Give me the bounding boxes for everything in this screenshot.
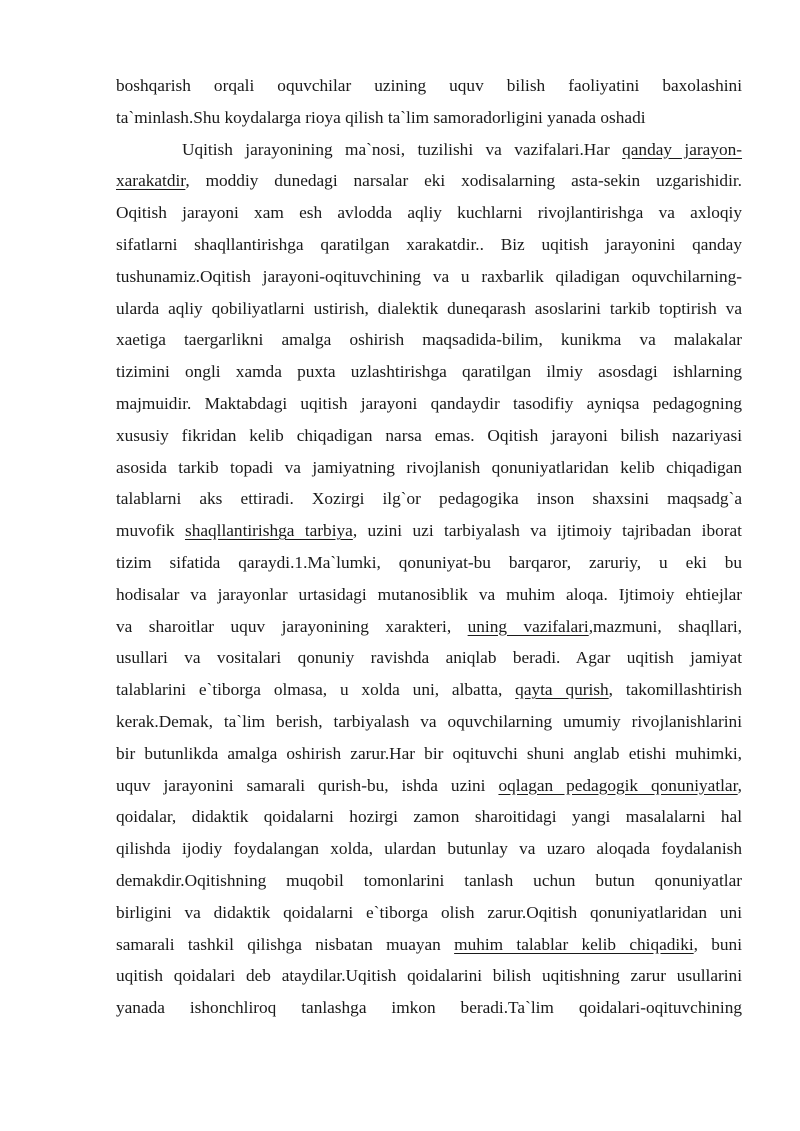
underlined-link[interactable]: muhim talablar kelib chiqadiki	[454, 934, 694, 954]
text-line	[116, 738, 742, 770]
text-line	[116, 992, 742, 1024]
text-line	[116, 547, 742, 579]
text-line	[116, 611, 742, 643]
line-text: qilishda ijodiy foydalangan xolda, ulardan butunlay va uzaro aloqada foydalanish	[116, 839, 742, 859]
line-text: talablarini e`tiborga olmasa, u xolda uni, albatta,	[116, 680, 516, 700]
line-text: , moddiy dunedagi narsalar eki xodisalarning asta-sekin uzgarishidir.	[185, 171, 742, 191]
text-line	[116, 642, 742, 674]
text-line	[116, 483, 742, 515]
underlined-link[interactable]: xarakatdir	[116, 171, 186, 191]
text-line	[116, 197, 742, 229]
text-line	[116, 420, 742, 452]
line-text: va sharoitlar uquv jarayonining xarakteri,	[116, 616, 468, 636]
text-line	[116, 833, 742, 865]
underlined-link[interactable]: qayta qurish	[515, 680, 609, 700]
line-text: ta`minlash.Shu koydalarga rioya qilish ta`lim samoradorligini yanada oshadi	[116, 107, 646, 127]
line-text: demakdir.Oqitishning muqobil tomonlarini tanlash uchun butun qonuniyatlar	[116, 870, 742, 890]
text-line	[116, 960, 742, 992]
line-text: , buni	[693, 934, 742, 954]
line-text: ,mazmuni, shaqllari,	[588, 616, 742, 636]
text-line	[116, 356, 742, 388]
line-text: sifatlarni shaqllantirishga qaratilgan xarakatdir.. Biz uqitish jarayonini qanday	[116, 234, 742, 254]
line-text: yanada ishonchliroq tanlashga imkon beradi.Ta`lim qoidalari-oqituvchining	[116, 998, 742, 1018]
underlined-link[interactable]: qanday jarayon-	[622, 139, 743, 159]
line-text: Oqitish jarayoni xam esh avlodda aqliy kuchlarni rivojlantirishga va axloqiy	[116, 203, 742, 223]
line-text: boshqarish orqali oquvchilar uzining uquv bilish faoliyatini baxolashini	[116, 76, 742, 95]
text-line	[116, 229, 742, 261]
text-line	[116, 70, 742, 102]
line-text: , uzini uzi tarbiyalash va ijtimoiy tajribadan iborat	[352, 521, 742, 541]
text-line	[116, 929, 742, 961]
line-text: samarali tashkil qilishga nisbatan muayan	[116, 934, 455, 954]
line-text: tizim sifatida qaraydi.1.Ma`lumki, qonuniyat-bu barqaror, zaruriy, u eki bu	[116, 552, 742, 572]
line-text: muvofik	[116, 521, 185, 541]
text-line	[116, 102, 742, 134]
text-line	[116, 388, 742, 420]
line-text: kerak.Demak, ta`lim berish, tarbiyalash va oquvchilarning umumiy rivojlanishlarini	[116, 711, 742, 731]
line-text: qoidalar, didaktik qoidalarni hozirgi zamon sharoitidagi yangi masalalarni hal	[116, 807, 742, 827]
underlined-link[interactable]: shaqllantirishga tarbiya	[184, 521, 353, 541]
text-line	[116, 452, 742, 484]
text-line	[116, 897, 742, 929]
text-line	[116, 674, 742, 706]
text-line	[116, 515, 742, 547]
line-text: bir butunlikda amalga oshirish zarur.Har bir oqituvchi shuni anglab etishi muhimki,	[116, 743, 742, 763]
text-line	[116, 770, 742, 802]
text-line	[116, 261, 742, 293]
line-text: tizimini ongli xamda puxta uzlashtirishga qaratilgan ilmiy asosdagi ishlarning	[116, 362, 742, 382]
line-text: xususiy fikridan kelib chiqadigan narsa emas. Oqitish jarayoni bilish nazariyasi	[116, 425, 742, 445]
line-text: birligini va didaktik qoidalarni e`tiborga olish zarur.Oqitish qonuniyatlaridan uni	[116, 902, 742, 922]
underlined-link[interactable]: oqlagan pedagogik qonuniyatlar	[498, 775, 738, 795]
text-line	[116, 293, 742, 325]
line-text: hodisalar va jarayonlar urtasidagi mutanosiblik va muhim aloqa. Ijtimoiy ehtiejlar	[116, 584, 742, 604]
text-line	[116, 324, 742, 356]
text-line	[116, 165, 742, 197]
underlined-link[interactable]: uning vazifalari	[467, 616, 589, 636]
line-text: xaetiga taergarlikni amalga oshirish maqsadida-bilim, kunikma va malakalar	[116, 330, 742, 350]
line-text: uqitish qoidalari deb ataydilar.Uqitish qoidalarini bilish uqitishning zarur usullarini	[116, 966, 742, 986]
line-text: ,	[737, 775, 742, 795]
line-text: , takomillashtirish	[608, 680, 742, 700]
line-text: majmuidir. Maktabdagi uqitish jarayoni qandaydir tasodifiy ayniqsa pedagogning	[116, 393, 742, 413]
line-text: tushunamiz.Oqitish jarayoni-oqituvchining va u raxbarlik qiladigan oquvchilarning-	[116, 266, 742, 286]
line-text: usullari va vositalari qonuniy ravishda aniqlab beradi. Agar uqitish jamiyat	[116, 648, 742, 668]
line-text: ularda aqliy qobiliyatlarni ustirish, dialektik duneqarash asoslarini tarkib toptirish va	[116, 298, 742, 318]
text-line	[116, 706, 742, 738]
document-body	[116, 70, 742, 1024]
text-line	[116, 579, 742, 611]
text-line	[116, 134, 742, 166]
line-text: Uqitish jarayonining ma`nosi, tuzilishi va vazifalari.Har	[182, 139, 623, 159]
text-line	[116, 801, 742, 833]
line-text: asosida tarkib topadi va jamiyatning rivojlanish qonuniyatlaridan kelib chiqadigan	[116, 457, 742, 477]
line-text: uquv jarayonini samarali qurish-bu, ishda uzini	[116, 775, 499, 795]
text-line	[116, 865, 742, 897]
line-text: talablarni aks ettiradi. Xozirgi ilg`or pedagogika inson shaxsini maqsadg`a	[116, 489, 742, 509]
